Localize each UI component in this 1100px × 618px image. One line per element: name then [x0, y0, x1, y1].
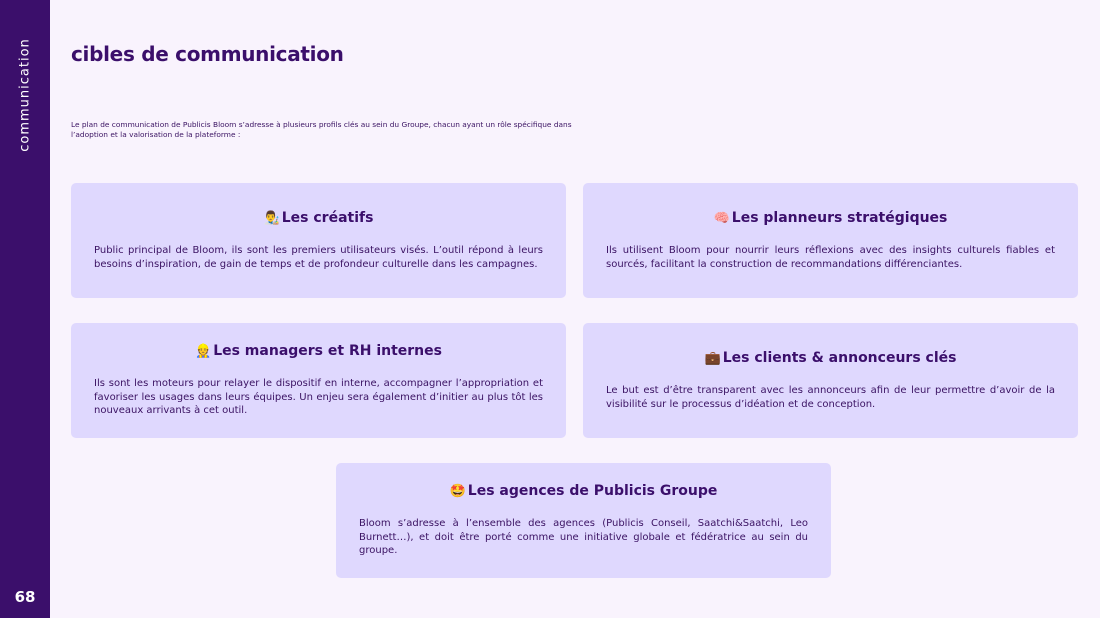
artist-emoji-icon: 👨‍🎨	[263, 210, 280, 226]
card-managers-rh	[71, 323, 566, 438]
card-title-text: Les managers et RH internes	[213, 343, 442, 360]
card-title	[359, 483, 808, 499]
card-title	[94, 210, 543, 226]
sidebar	[0, 0, 50, 618]
card-title-text: Les agences de Publicis Groupe	[467, 483, 718, 500]
page-title: cibles de communication	[71, 42, 344, 66]
card-agences	[336, 463, 831, 578]
card-text: Le but est d’être transparent avec les annonceurs afin de leur permettre d’avoir de la visibilité sur le processus d’idéation et de conception.	[606, 384, 1055, 410]
card-title	[94, 343, 543, 359]
card-text: Ils utilisent Bloom pour nourrir leurs réflexions avec des insights culturels fiables et sourcés, facilitant la construction de recommandations différenciantes.	[606, 244, 1055, 270]
card-text: Public principal de Bloom, ils sont les premiers utilisateurs visés. L’outil répond à leurs besoins d’inspiration, de gain de temps et de profondeur culturelle dans les campagnes.	[94, 244, 543, 270]
star-struck-emoji-icon: 🤩	[449, 484, 466, 500]
card-text: Ils sont les moteurs pour relayer le dispositif en interne, accompagner l’appropriation et favoriser les usages dans leurs équipes. Un enjeu sera également d’initier au plus tôt les nouveaux arrivants à cet outil.	[94, 378, 543, 417]
card-title	[606, 210, 1055, 226]
card-clients-annonceurs	[583, 323, 1078, 438]
card-title-text: Les planneurs stratégiques	[731, 209, 948, 226]
page-number: 68	[14, 588, 36, 606]
card-title	[606, 350, 1055, 366]
intro-paragraph: Le plan de communication de Publicis Bloom s’adresse à plusieurs profils clés au sein du Groupe, chacun ayant un rôle spécifique dans l’adoption et la valorisation de la plateforme :	[71, 120, 572, 139]
card-text: Bloom s’adresse à l’ensemble des agences (Publicis Conseil, Saatchi&Saatchi, Leo Burnett…), et doit être porté comme une initiative globale et fédératrice au sein du groupe.	[359, 518, 808, 557]
section-label: communication	[17, 38, 33, 152]
worker-emoji-icon: 👷	[195, 344, 212, 360]
briefcase-emoji-icon: 💼	[704, 350, 721, 366]
card-creatifs	[71, 183, 566, 298]
card-planneurs	[583, 183, 1078, 298]
card-title-text: Les créatifs	[281, 209, 374, 226]
brain-emoji-icon: 🧠	[713, 210, 730, 226]
card-title-text: Les clients & annonceurs clés	[722, 349, 957, 366]
